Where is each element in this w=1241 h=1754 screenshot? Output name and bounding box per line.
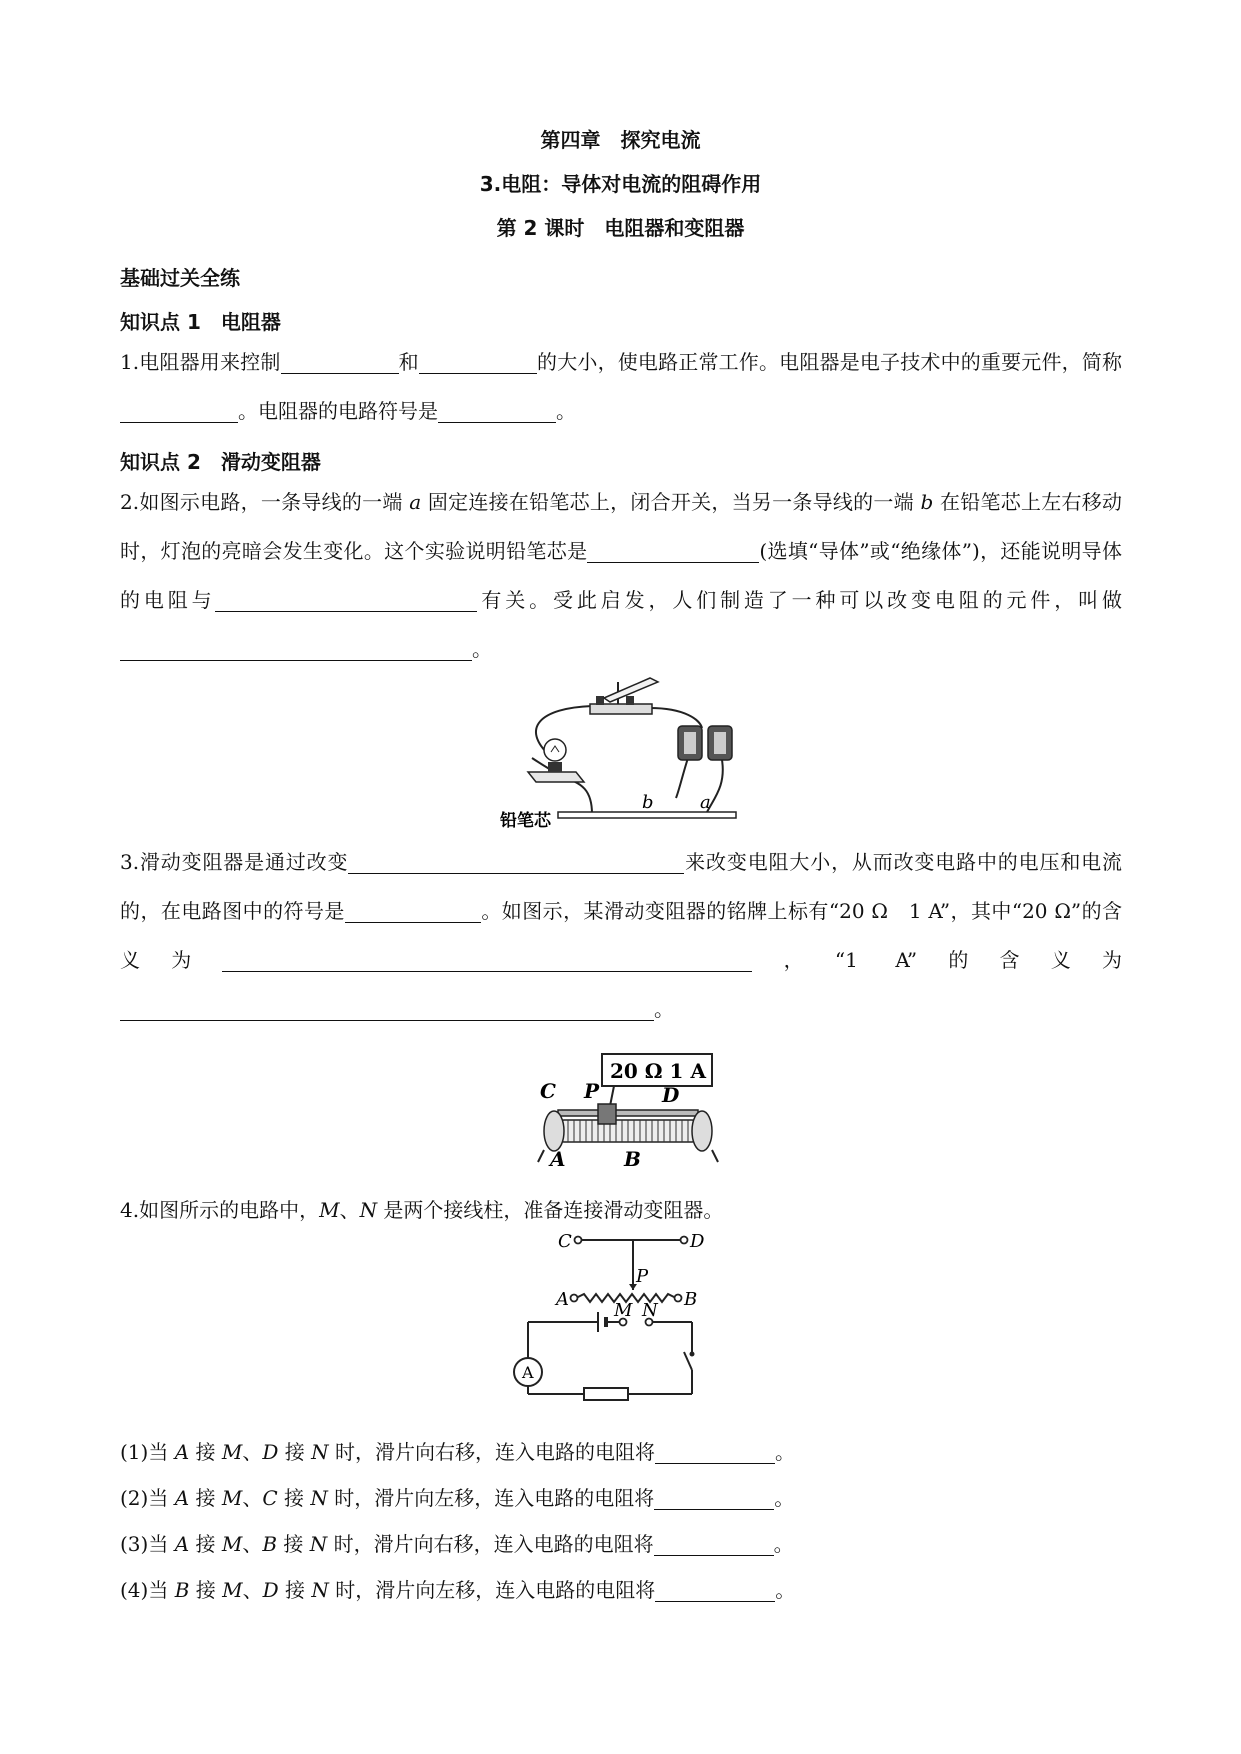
circuit-D-label: D [690, 1231, 705, 1252]
rheostat-P-label: P [584, 1079, 600, 1103]
rheostat-A-label: A [550, 1147, 566, 1170]
rheostat-D-label: D [662, 1083, 680, 1107]
terminal-a-label: a [700, 792, 711, 813]
pencil-lead-label: 铅笔芯 [500, 811, 551, 828]
nameplate-text: 20 Ω 1 A [610, 1059, 706, 1083]
knowledge-point-2-title: 知识点 2 滑动变阻器 [120, 450, 321, 474]
circuit-M-label: M [614, 1300, 633, 1321]
q3-blank-4[interactable] [120, 998, 654, 1021]
rheostat-B-label: B [624, 1147, 641, 1170]
q4-1-blank[interactable] [655, 1441, 775, 1464]
question-1: 1.电阻器用来控制 和 的大小，使电路正常工作。电阻器是电子技术中的重要元件，简称。电阻器的电路符号是 。 [120, 350, 1122, 423]
question-4-item-2: (2)当 A 接 M、C 接 N 时，滑片向左移，连入电路的电阻将 。 [120, 1486, 795, 1510]
circuit-diagram-figure [506, 1228, 730, 1414]
q4-2-blank[interactable] [654, 1487, 774, 1510]
question-4-item-1: (1)当 A 接 M、D 接 N 时，滑片向右移，连入电路的电阻将 。 [120, 1440, 795, 1464]
q3-blank-1[interactable] [348, 851, 684, 874]
q3-blank-3[interactable] [222, 949, 752, 972]
q2-blank-3[interactable] [120, 638, 472, 661]
q4-4-blank[interactable] [655, 1579, 775, 1602]
fixed-resistor-symbol [584, 1388, 628, 1400]
q1-blank-1[interactable] [281, 351, 399, 374]
practice-title: 基础过关全练 [120, 266, 240, 290]
q2-blank-1[interactable] [587, 540, 759, 563]
rheostat-C-label: C [540, 1079, 556, 1103]
circuit-A-label: A [556, 1289, 569, 1310]
chapter-title: 第四章 探究电流 [540, 128, 701, 152]
question-2: 2.如图示电路，一条导线的一端 a 固定连接在铅笔芯上，闭合开关，当另一条导线的一端 b 在铅笔芯上左右移动时，灯泡的亮暗会发生变化。这个实验说明铅笔芯是 (选填“导体”或“绝缘体”)，还能说明导体的电阻与 有关。受此启发，人们制造了一种可以改变电阻的元件，叫做。 [120, 490, 1123, 661]
q2-blank-2[interactable] [215, 589, 477, 612]
q4-3-blank[interactable] [654, 1533, 774, 1556]
sliding-rheostat-figure [528, 1050, 728, 1170]
circuit-C-label: C [558, 1231, 572, 1252]
section-title: 3.电阻：导体对电流的阻碍作用 [479, 172, 762, 196]
q1-blank-3[interactable] [120, 400, 238, 423]
q1-blank-2[interactable] [419, 351, 537, 374]
question-4-intro: 4.如图所示的电路中，M、N 是两个接线柱，准备连接滑动变阻器。 [120, 1198, 724, 1222]
circuit-N-label: N [642, 1300, 658, 1321]
terminal-b-label: b [642, 792, 654, 813]
circuit-B-label: B [684, 1289, 698, 1310]
question-4-item-3: (3)当 A 接 M、B 接 N 时，滑片向右移，连入电路的电阻将 。 [120, 1532, 794, 1556]
ammeter-label: A [522, 1363, 534, 1382]
knowledge-point-1-title: 知识点 1 电阻器 [120, 310, 281, 334]
lesson-title: 第 2 课时 电阻器和变阻器 [496, 216, 745, 240]
q1-blank-4[interactable] [438, 400, 556, 423]
question-3: 3.滑动变阻器是通过改变 来改变电阻大小，从而改变电路中的电压和电流的，在电路图中的符号是 。如图示，某滑动变阻器的铭牌上标有“20 Ω 1 A”，其中“20 Ω”的含义为 ，“1 A”的含义为。 [120, 850, 1123, 1021]
question-4-item-4: (4)当 B 接 M、D 接 N 时，滑片向左移，连入电路的电阻将 。 [120, 1578, 796, 1602]
circuit-P-label: P [636, 1266, 649, 1287]
pencil-lead-circuit-figure [500, 668, 740, 828]
q3-blank-2[interactable] [345, 900, 481, 923]
